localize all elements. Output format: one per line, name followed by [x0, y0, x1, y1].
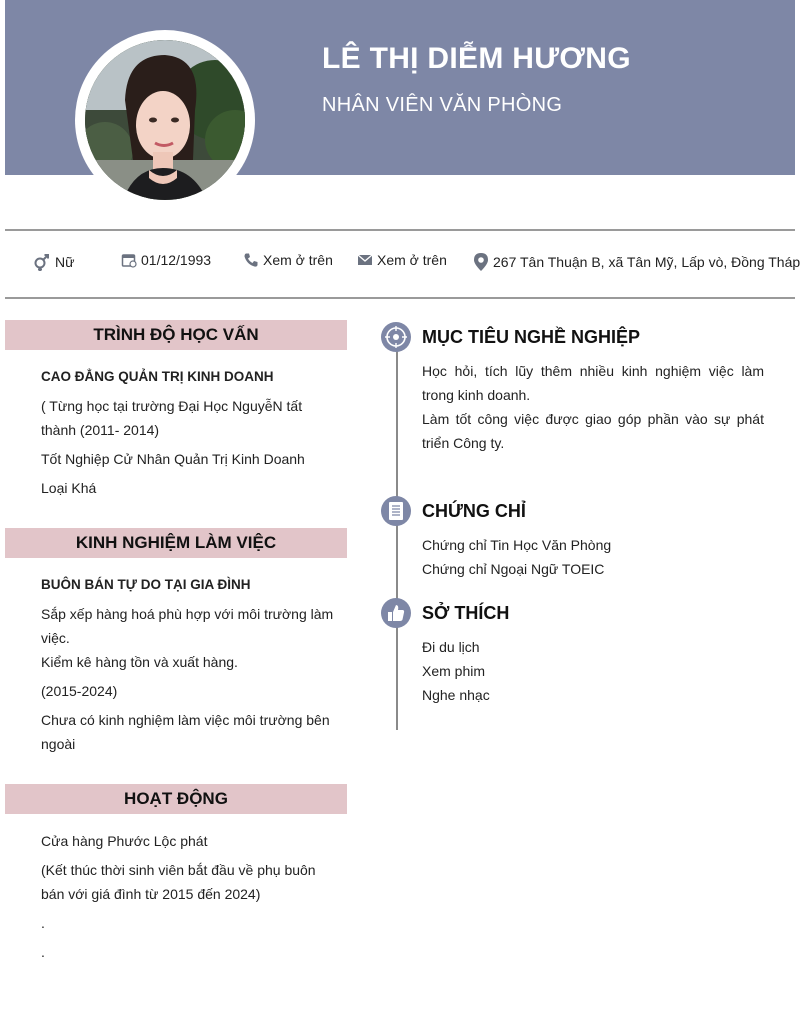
email-value: Xem ở trên	[377, 252, 447, 268]
experience-company: BUÔN BÁN TỰ DO TẠI GIA ĐÌNH	[41, 577, 251, 592]
target-icon	[381, 322, 411, 352]
hobby-item: Xem phim	[422, 663, 486, 679]
education-heading: TRÌNH ĐỘ HỌC VẤN	[5, 320, 347, 350]
education-detail: ( Từng học tại trường Đại Học NguyễN tất thành (2011- 2014)	[41, 398, 303, 438]
experience-note: Chưa có kinh nghiệm làm việc môi trường bên ngoài	[41, 712, 330, 752]
timeline-line	[396, 350, 398, 730]
activities-heading: HOẠT ĐỘNG	[5, 784, 347, 814]
contact-row	[5, 252, 800, 276]
certificate-item: Chứng chỉ Tin Học Văn Phòng	[422, 537, 612, 553]
objective-line: Làm tốt công việc được giao góp phần vào sự phát triển Công ty.	[422, 411, 764, 451]
document-icon	[381, 496, 411, 526]
activity-item: .	[41, 915, 45, 931]
contact-gender	[31, 252, 74, 272]
objective-line: Học hỏi, tích lũy thêm nhiều kinh nghiệm việc làm trong kinh doanh.	[422, 363, 764, 403]
contact-phone	[243, 252, 333, 268]
contact-email	[357, 252, 447, 268]
calendar-icon	[121, 252, 137, 268]
divider-bottom	[5, 297, 795, 299]
education-detail: Loại Khá	[41, 480, 97, 496]
hobby-item: Nghe nhạc	[422, 687, 490, 703]
experience-duty: Sắp xếp hàng hoá phù hợp với môi trường làm việc.	[41, 606, 334, 646]
gender-value: Nữ	[55, 254, 75, 270]
envelope-icon	[357, 253, 373, 267]
phone-icon	[243, 252, 259, 268]
gender-icon	[31, 252, 51, 272]
job-title: NHÂN VIÊN VĂN PHÒNG	[322, 94, 563, 116]
education-detail: Tốt Nghiệp Cử Nhân Quản Trị Kinh Doanh	[41, 451, 305, 467]
address-value: 267 Tân Thuận B, xã Tân Mỹ, Lấp vò, Đồng Tháp	[493, 254, 800, 270]
education-school: CAO ĐẲNG QUẢN TRỊ KINH DOANH	[41, 369, 274, 384]
experience-period: (2015-2024)	[41, 683, 118, 699]
activity-item: .	[41, 944, 45, 960]
activity-item: (Kết thúc thời sinh viên bắt đầu về phụ buôn bán với giá đình từ 2015 đến 2024)	[41, 862, 316, 902]
thumbs-up-icon	[381, 598, 411, 628]
hobbies-heading: SỞ THÍCH	[422, 603, 510, 623]
objective-heading: MỤC TIÊU NGHỀ NGHIỆP	[422, 327, 641, 347]
divider-top	[5, 229, 795, 231]
contact-birthday	[121, 252, 211, 268]
avatar	[75, 30, 255, 210]
certificate-item: Chứng chỉ Ngoại Ngữ TOEIC	[422, 561, 605, 577]
full-name: LÊ THỊ DIỄM HƯƠNG	[322, 42, 631, 75]
contact-address	[473, 252, 800, 272]
birthday-value: 01/12/1993	[141, 252, 212, 268]
hobby-item: Đi du lịch	[422, 639, 480, 655]
profile-photo	[85, 40, 245, 200]
activity-item: Cửa hàng Phước Lộc phát	[41, 833, 208, 849]
experience-heading: KINH NGHIỆM LÀM VIỆC	[5, 528, 347, 558]
certificates-heading: CHỨNG CHỈ	[422, 501, 526, 521]
location-pin-icon	[473, 252, 489, 272]
experience-duty: Kiểm kê hàng tồn và xuất hàng.	[41, 654, 238, 670]
phone-value: Xem ở trên	[263, 252, 333, 268]
